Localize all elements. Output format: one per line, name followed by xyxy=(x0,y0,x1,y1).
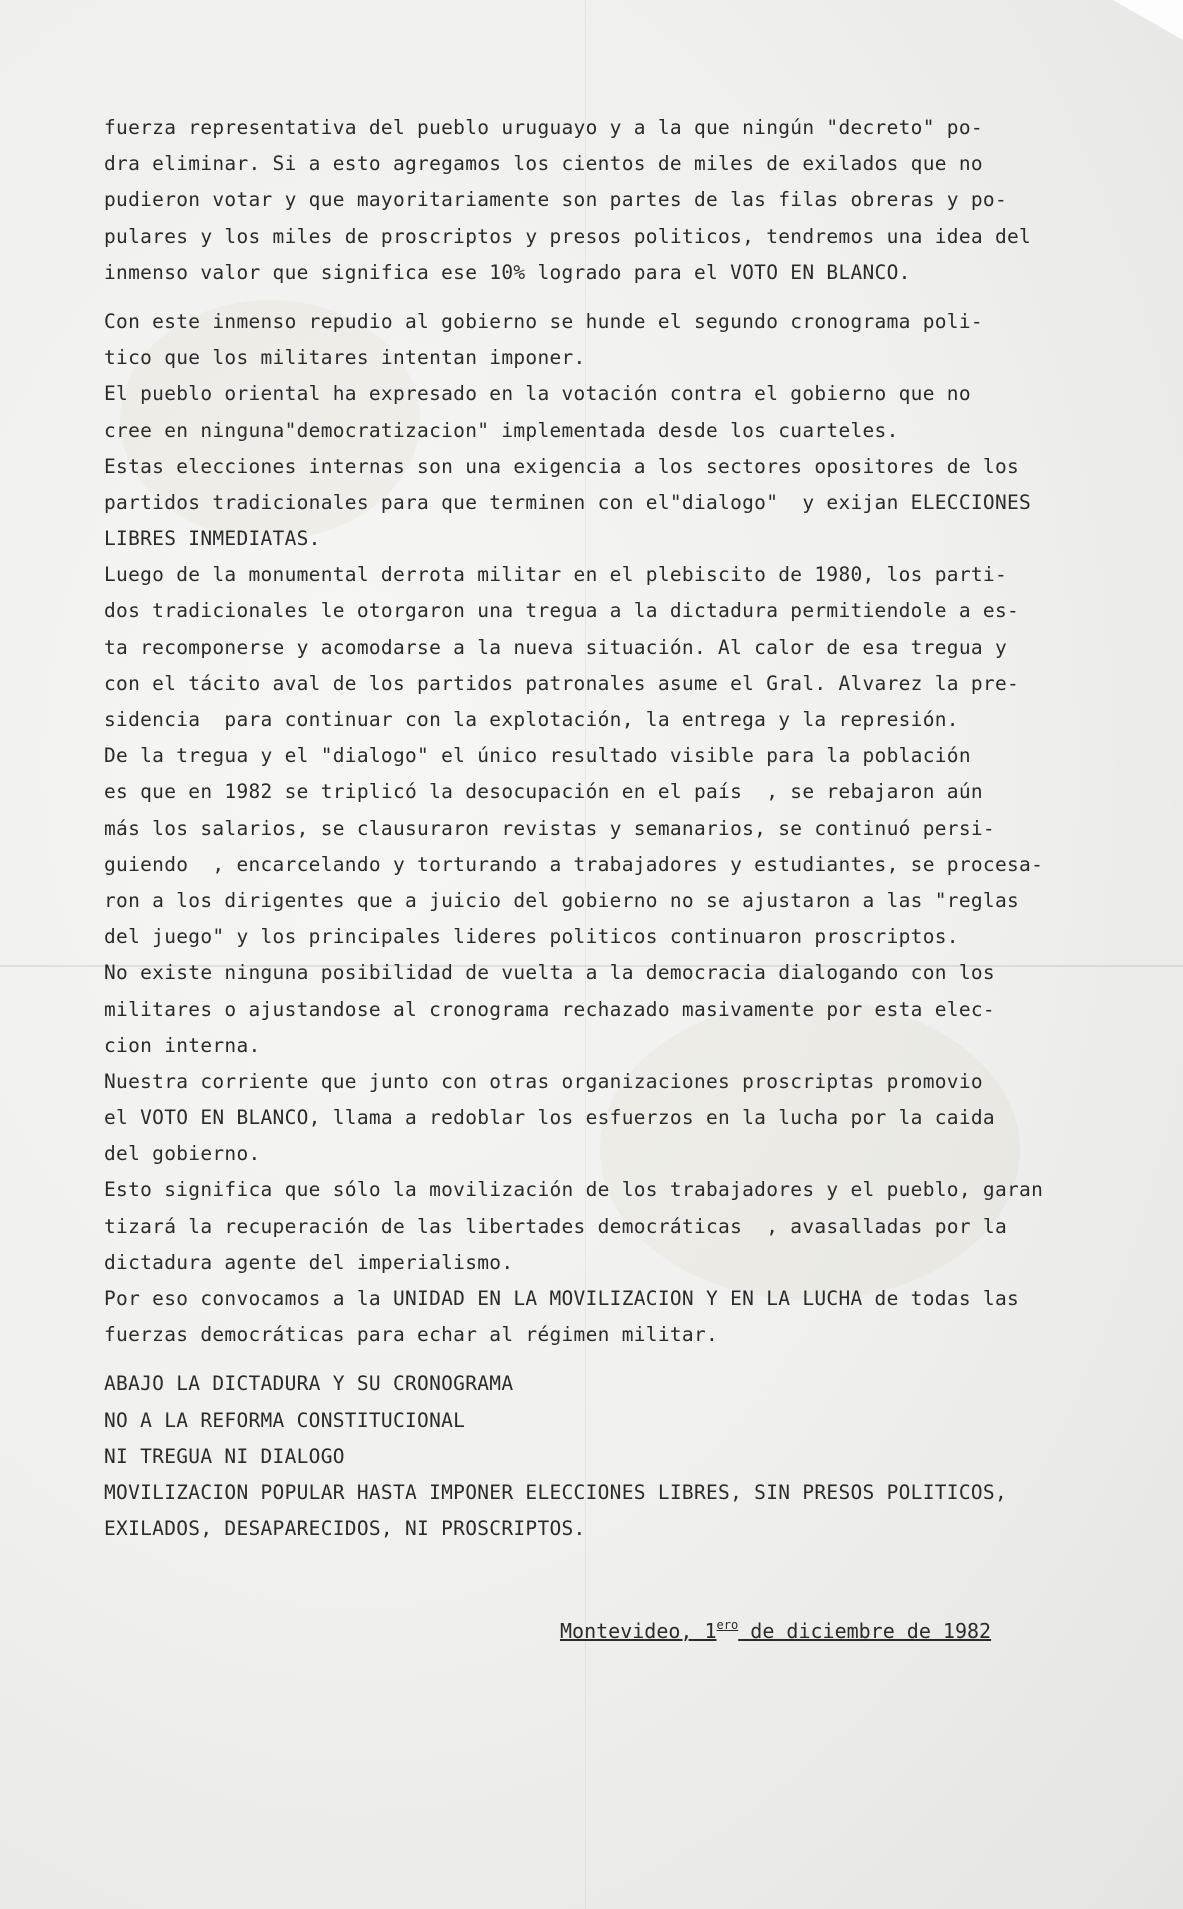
text-line: sidencia para continuar con la explotación, la entrega y la represión. xyxy=(104,708,959,731)
slogan-line: MOVILIZACION POPULAR HASTA IMPONER ELECCIONES LIBRES, SIN PRESOS POLITICOS, xyxy=(104,1480,1007,1504)
text-line: No existe ninguna posibilidad de vuelta a la democracia dialogando con los xyxy=(104,961,995,985)
text-line: cion interna. xyxy=(104,1033,261,1057)
text-line: Esto significa que sólo la movilización de los trabajadores y el pueblo, garan xyxy=(104,1178,1044,1202)
text-line: inmenso valor que significa ese 10% logrado para el VOTO EN BLANCO. xyxy=(104,260,911,284)
paragraph-main xyxy=(104,304,1134,1353)
text-line: Nuestra corriente que junto con otras organizaciones proscriptas promovio xyxy=(104,1069,983,1093)
signature-date xyxy=(560,1618,991,1643)
text-line: ta recomponerse y acomodarse a la nueva situación. Al calor de esa tregua y xyxy=(104,635,1007,659)
text-line: tizará la recuperación de las libertades democráticas , avasalladas por la xyxy=(104,1214,1007,1238)
text-line: guiendo , encarcelando y torturando a trabajadores y estudiantes, se procesa- xyxy=(104,852,1044,876)
text-line: dra eliminar. Si a esto agregamos los cientos de miles de exilados que no xyxy=(104,152,983,176)
text-line: De la tregua y el "dialogo" el único resultado visible para la población xyxy=(104,744,971,768)
text-line: Estas elecciones internas son una exigencia a los sectores opositores de los xyxy=(104,454,1020,478)
text-line: partidos tradicionales para que terminen con el"dialogo" y exijan ELECCIONES xyxy=(104,490,1032,514)
paragraph-intro xyxy=(104,110,1134,291)
text-line: cree en ninguna"democratizacion" implementada desde los cuarteles. xyxy=(104,418,899,442)
torn-corner xyxy=(1113,0,1183,40)
text-line: Con este inmenso repudio al gobierno se hunde el segundo cronograma poli- xyxy=(104,309,983,333)
signature-city: Montevideo, 1 xyxy=(560,1619,717,1643)
text-line: tico que los militares intentan imponer. xyxy=(104,346,586,370)
text-line: militares o ajustandose al cronograma rechazado masivamente por esta elec- xyxy=(104,997,995,1021)
text-line: pulares y los miles de proscriptos y presos politicos, tendremos una idea del xyxy=(104,224,1032,248)
text-line: Por eso convocamos a la UNIDAD EN LA MOVILIZACION Y EN LA LUCHA de todas las xyxy=(104,1287,1020,1310)
signature-ordinal: ero xyxy=(716,1618,739,1632)
text-line: del gobierno. xyxy=(104,1142,261,1166)
text-line: ron a los dirigentes que a juicio del gobierno no se ajustaron a las "reglas xyxy=(104,888,1020,912)
text-line: del juego" y los principales lideres politicos continuaron proscriptos. xyxy=(104,925,959,949)
slogan-list xyxy=(104,1366,1134,1547)
text-line: dictadura agente del imperialismo. xyxy=(104,1250,514,1274)
text-line: fuerza representativa del pueblo uruguayo y a la que ningún "decreto" po- xyxy=(104,116,983,139)
slogan-line: NO A LA REFORMA CONSTITUCIONAL xyxy=(104,1408,466,1432)
text-line: el VOTO EN BLANCO, llama a redoblar los esfuerzos en la lucha por la caida xyxy=(104,1106,995,1130)
text-line: más los salarios, se clausuraron revistas y semanarios, se continuó persi- xyxy=(104,816,995,840)
text-line: pudieron votar y que mayoritariamente son partes de las filas obreras y po- xyxy=(104,188,1007,212)
text-line: con el tácito aval de los partidos patronales asume el Gral. Alvarez la pre- xyxy=(104,671,1020,695)
slogan-line: ABAJO LA DICTADURA Y SU CRONOGRAMA xyxy=(104,1372,514,1396)
text-line: fuerzas democráticas para echar al régimen militar. xyxy=(104,1323,719,1347)
text-line: dos tradicionales le otorgaron una tregua a la dictadura permitiendole a es- xyxy=(104,599,1020,623)
text-line: LIBRES INMEDIATAS. xyxy=(104,527,321,551)
document-body xyxy=(104,110,1134,1547)
text-line: El pueblo oriental ha expresado en la votación contra el gobierno que no xyxy=(104,382,971,406)
signature-date-rest: de diciembre de 1982 xyxy=(738,1619,992,1643)
slogan-line: NI TREGUA NI DIALOGO xyxy=(104,1444,345,1468)
text-line: Luego de la monumental derrota militar en el plebiscito de 1980, los parti- xyxy=(104,563,1007,587)
slogan-line: EXILADOS, DESAPARECIDOS, NI PROSCRIPTOS. xyxy=(104,1517,586,1541)
text-line: es que en 1982 se triplicó la desocupación en el país , se rebajaron aún xyxy=(104,780,983,804)
